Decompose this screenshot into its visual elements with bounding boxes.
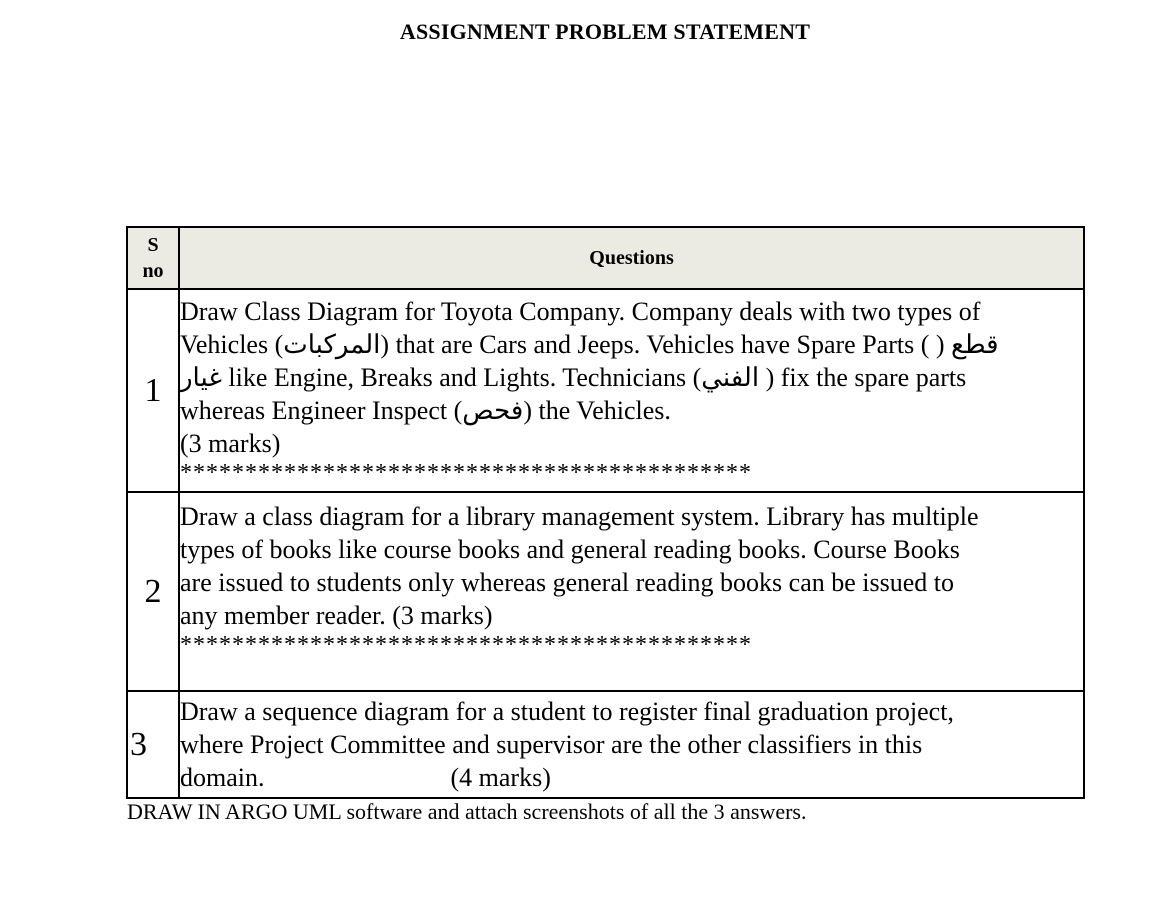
question-text xyxy=(179,691,1084,798)
marks-label: (4 marks) xyxy=(450,763,551,792)
arabic-term: قطع xyxy=(951,330,999,359)
table-row xyxy=(127,289,1084,492)
question-line xyxy=(180,361,1083,394)
arabic-term: المركبات xyxy=(283,330,381,359)
question-line xyxy=(180,328,1083,361)
question-line: Draw a class diagram for a library management system. Library has multiple xyxy=(180,501,979,531)
question-text xyxy=(179,492,1084,691)
question-line xyxy=(180,394,1083,427)
question-line: are issued to students only whereas general reading books can be issued to xyxy=(180,567,955,597)
question-segment: ) that are Cars and Jeeps. Vehicles have Spare Parts ( ) xyxy=(380,330,952,359)
table-header-row xyxy=(127,227,1084,289)
question-line: Draw a sequence diagram for a student to register final graduation project, xyxy=(180,697,954,726)
sno-header-line2: no xyxy=(142,260,164,282)
separator-stars: ******************************************** xyxy=(180,631,752,658)
question-segment: ) the Vehicles. xyxy=(523,396,671,425)
sno-header xyxy=(127,227,179,289)
question-segment: domain. xyxy=(180,763,265,792)
question-line: Draw Class Diagram for Toyota Company. Company deals with two types of xyxy=(180,297,981,326)
question-line xyxy=(180,761,1083,794)
arabic-term: الفني xyxy=(701,363,760,392)
marks-label: (3 marks) xyxy=(180,429,281,458)
arabic-term: فحص xyxy=(462,396,524,425)
question-line: types of books like course books and general reading books. Course Books xyxy=(180,534,960,564)
arabic-term: غيار xyxy=(180,363,222,392)
question-segment: ) fix the spare parts xyxy=(759,363,967,392)
question-segment: like Engine, Breaks and Lights. Technicians ( xyxy=(221,363,702,392)
row-number: 3 xyxy=(127,691,179,798)
question-text xyxy=(179,289,1084,492)
row-number: 1 xyxy=(127,289,179,492)
question-line: any member reader. (3 marks) xyxy=(180,600,493,630)
question-segment: whereas Engineer Inspect ( xyxy=(180,396,463,425)
sno-header-line1: S xyxy=(147,234,159,256)
table-row xyxy=(127,492,1084,691)
questions-table xyxy=(126,226,1085,799)
table-row xyxy=(127,691,1084,798)
separator-stars: ******************************************** xyxy=(180,460,752,486)
page-title: ASSIGNMENT PROBLEM STATEMENT xyxy=(399,19,811,44)
question-segment: Vehicles ( xyxy=(180,330,284,359)
footer-instruction: DRAW IN ARGO UML software and attach screenshots of all the 3 answers. xyxy=(127,799,807,824)
questions-header: Questions xyxy=(179,227,1084,289)
row-number: 2 xyxy=(127,492,179,691)
question-line: where Project Committee and supervisor are the other classifiers in this xyxy=(180,730,923,759)
